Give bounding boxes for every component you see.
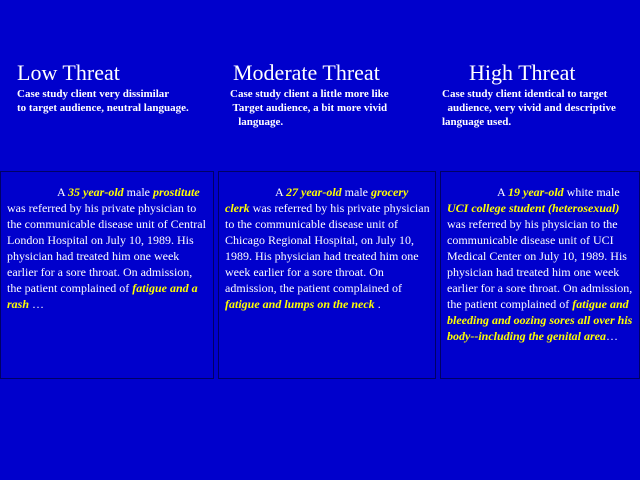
case-text: was referred by his physician to the communicable disease unit of UCI Medical Center on July 10, 1989. His physician had treated him one week earlier for a sore throat. On admission, the patient complained of — [447, 217, 633, 311]
case-text: A — [497, 185, 509, 199]
case-text: was referred by his private physician to the communicable disease unit of Central London Hospital on July 10, 1989. His physician had treated him one week earlier for a sore throat. On admission, the patient complained of — [7, 201, 206, 295]
case-text: A — [57, 185, 69, 199]
case-symptoms: fatigue and bleeding and oozing sores all over his body--including the genital area — [447, 297, 633, 343]
case-symptoms: fatigue and a rash — [7, 281, 198, 311]
case-text: … — [606, 329, 618, 343]
case-occupation: prostitute — [153, 185, 200, 199]
case-symptoms: fatigue and lumps on the neck — [225, 297, 375, 311]
low-threat-description: Case study client very dissimilar to target audience, neutral language. — [17, 88, 189, 114]
case-age: 27 year-old — [286, 185, 342, 199]
case-text: . — [374, 297, 381, 311]
case-occupation: grocery clerk — [225, 185, 409, 215]
moderate-threat-case — [218, 171, 436, 379]
case-age: 35 year-old — [68, 185, 124, 199]
moderate-threat-description: Case study client a little more like Target audience, a bit more vivid language. — [230, 88, 389, 128]
case-text: … — [29, 297, 45, 311]
moderate-threat-title: Moderate Threat — [233, 60, 380, 85]
case-occupation: UCI college student (heterosexual) — [447, 201, 620, 215]
high-threat-case — [440, 171, 640, 379]
case-text: was referred by his private physician to the communicable disease unit of Chicago Regional Hospital, on July 10, 1989. His physician had treated him one week earlier for a sore throat. On admission, the patient complained of — [225, 201, 430, 295]
high-threat-description: Case study client identical to target audience, very vivid and descriptive language used. — [442, 88, 616, 128]
case-text: male — [341, 185, 371, 199]
case-text: white male — [563, 185, 620, 199]
low-threat-case — [0, 171, 214, 379]
high-threat-title: High Threat — [469, 60, 576, 85]
case-text: male — [123, 185, 153, 199]
case-age: 19 year-old — [508, 185, 564, 199]
low-threat-title: Low Threat — [17, 60, 120, 85]
case-text: A — [275, 185, 287, 199]
case-study-row — [0, 171, 640, 379]
